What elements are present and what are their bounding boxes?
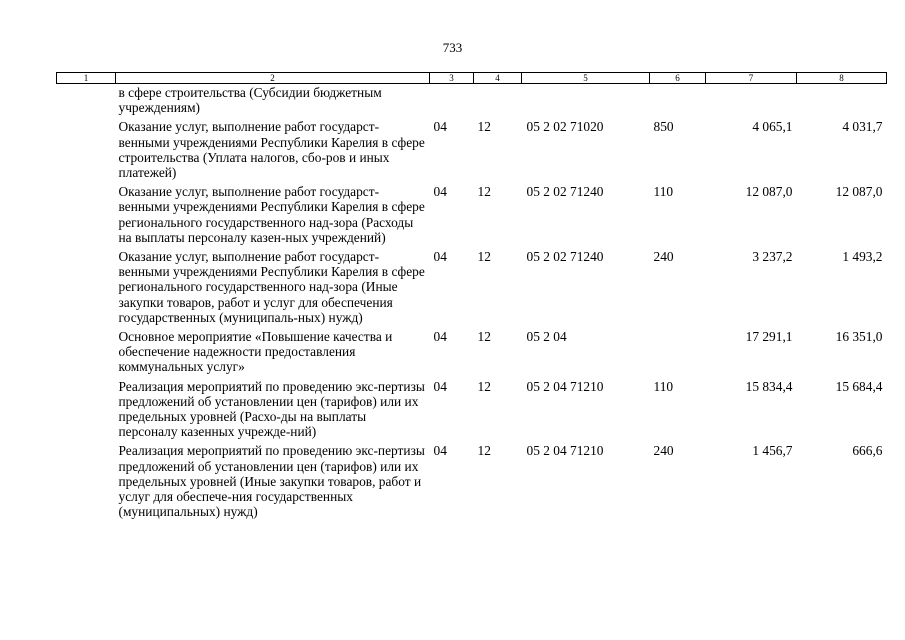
- row-target-code: 05 2 02 71240: [526, 184, 604, 200]
- row-amount-1: 3 237,2: [752, 249, 793, 265]
- row-expense-type: 110: [653, 184, 674, 200]
- row-amount-1: 17 291,1: [745, 329, 793, 345]
- row-amount-2: 15 684,4: [835, 378, 883, 394]
- table-row: [57, 379, 887, 444]
- table-row: [57, 119, 887, 184]
- column-header-2: 2: [116, 73, 430, 84]
- row-amount-1: 1 456,7: [752, 443, 793, 459]
- row-section: [430, 84, 474, 120]
- column-header-5: 5: [522, 73, 650, 84]
- row-amount-2: [797, 84, 887, 120]
- table-row: [57, 443, 887, 523]
- row-section: 04: [433, 329, 447, 345]
- row-subsection: [474, 84, 522, 120]
- row-target-code: [522, 84, 650, 120]
- row-amount-2: 16 351,0: [835, 329, 883, 345]
- row-amount-2: 12 087,0: [835, 184, 883, 200]
- row-name: Основное мероприятие «Повышение качества и обеспечение надежности предоставления коммунальных услуг»: [118, 329, 393, 375]
- row-target-code: 05 2 04 71210: [526, 443, 604, 459]
- row-subsection: 12: [477, 249, 491, 265]
- row-expense-type: 850: [653, 119, 674, 135]
- row-name: Реализация мероприятий по проведению экс-пертизы предложений об установлении цен (тарифов) или их предельных уровней (Иные закупки товаров, работ и услуг для обеспече-ния государственных (муниципальных) нужд): [118, 443, 425, 520]
- row-expense-type: 240: [653, 443, 674, 459]
- row-name: Реализация мероприятий по проведению экс-пертизы предложений об установлении цен (тарифов) или их предельных уровней (Расхо-ды на выплаты персоналу казенных учрежде-ний): [118, 378, 425, 440]
- row-amount-2: 666,6: [852, 443, 883, 459]
- column-header-1: 1: [57, 73, 116, 84]
- row-name: Оказание услуг, выполнение работ государст-венными учреждениями Республики Карелия в сфере строительства (Уплата налогов, сбо-ров и иных платежей): [118, 119, 425, 181]
- row-amount-1: 12 087,0: [745, 184, 793, 200]
- row-name: Оказание услуг, выполнение работ государст-венными учреждениями Республики Карелия в сфере регионального государственного над-зора (Расходы на выплаты персоналу казен-ных учреждений): [118, 184, 425, 245]
- row-amount-1: 15 834,4: [745, 378, 793, 394]
- row-subsection: 12: [477, 119, 491, 135]
- row-amount-1: [706, 84, 797, 120]
- table-row: [57, 84, 887, 120]
- row-section: 04: [433, 184, 447, 200]
- row-name: в сфере строительства (Субсидии бюджетным учреждениям): [118, 85, 382, 116]
- row-amount-2: 4 031,7: [842, 119, 883, 135]
- column-header-8: 8: [797, 73, 887, 84]
- row-subsection: 12: [477, 443, 491, 459]
- row-amount-1: 4 065,1: [752, 119, 793, 135]
- table-row: [57, 184, 887, 249]
- row-target-code: 05 2 04: [526, 329, 567, 345]
- table-row: [57, 329, 887, 379]
- column-header-4: 4: [474, 73, 522, 84]
- row-amount-2: 1 493,2: [842, 249, 883, 265]
- row-subsection: 12: [477, 329, 491, 345]
- column-header-3: 3: [430, 73, 474, 84]
- row-section: 04: [433, 443, 447, 459]
- budget-table: [56, 72, 887, 523]
- row-subsection: 12: [477, 184, 491, 200]
- row-target-code: 05 2 02 71240: [526, 249, 604, 265]
- column-header-6: 6: [650, 73, 706, 84]
- column-header-7: 7: [706, 73, 797, 84]
- table-header: [57, 73, 887, 84]
- row-target-code: 05 2 02 71020: [526, 119, 604, 135]
- row-expense-type: [650, 84, 706, 120]
- row-target-code: 05 2 04 71210: [526, 378, 604, 394]
- row-section: 04: [433, 119, 447, 135]
- table-row: [57, 249, 887, 329]
- row-expense-type: 240: [653, 249, 674, 265]
- row-subsection: 12: [477, 378, 491, 394]
- row-expense-type: 110: [653, 378, 674, 394]
- row-section: 04: [433, 249, 447, 265]
- row-section: 04: [433, 378, 447, 394]
- row-name: Оказание услуг, выполнение работ государст-венными учреждениями Республики Карелия в сфере регионального государственного над-зора (Иные закупки товаров, работ и услуг для обеспечения государственных (муниципаль-ных) нужд): [118, 249, 425, 325]
- row-expense-type: [650, 329, 706, 379]
- page-number: 733: [442, 40, 463, 55]
